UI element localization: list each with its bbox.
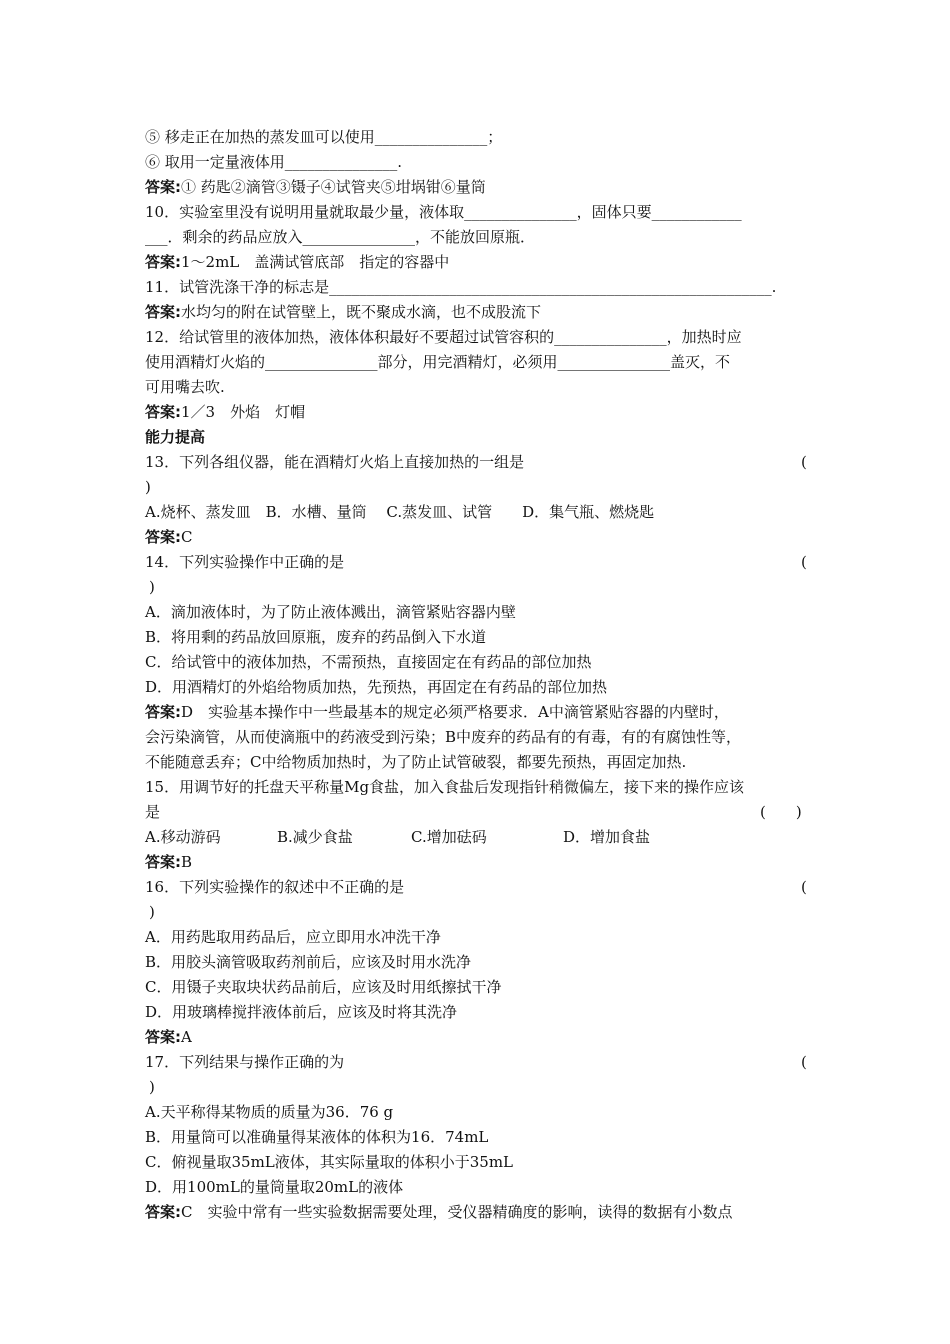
q12-answer [145, 401, 813, 423]
answer-label: 答案: [145, 403, 181, 421]
q12-line-2: 使用酒精灯火焰的_______________部分，用完酒精灯，必须用_______________盖灭，不 [145, 353, 731, 371]
q15-answer-text: B [181, 853, 193, 871]
answer-label: 答案: [145, 253, 181, 271]
q16-paren-open: ( [801, 878, 807, 896]
q14-stem: 14．下列实验操作中正确的是 [145, 553, 345, 571]
q17-option-c: C．俯视量取35mL液体，其实际量取的体积小于35mL [145, 1153, 514, 1171]
q9-answer [145, 176, 813, 198]
q17-option-b: B．用量筒可以准确量得某液体的体积为16．74mL [145, 1128, 489, 1146]
q15-option-d: D．增加食盐 [563, 828, 651, 846]
q14-answer-line-2: 会污染滴管，从而使滴瓶中的药液受到污染；B中废弃的药品有的有毒，有的有腐蚀性等， [145, 728, 742, 746]
q13-answer-text: C [181, 528, 193, 546]
q14-option-d: D．用酒精灯的外焰给物质加热，先预热，再固定在有药品的部位加热 [145, 678, 608, 696]
answer-label: 答案: [145, 303, 181, 321]
q13-answer [145, 526, 813, 548]
q10-answer-text: 1～2mL 盖满试管底部 指定的容器中 [181, 253, 450, 271]
q16-option-b: B．用胶头滴管吸取药剂前后，应该及时用水洗净 [145, 953, 472, 971]
q14-answer-line-1 [145, 701, 813, 723]
q9-item-5: ⑤ 移走正在加热的蒸发皿可以使用_______________； [145, 128, 503, 146]
q12-line-3: 可用嘴去吹. [145, 378, 225, 396]
answer-label: 答案: [145, 528, 181, 546]
answer-label: 答案: [145, 178, 181, 196]
q12-line-1: 12．给试管里的液体加热，液体体积最好不要超过试管容积的_______________，加热时应 [145, 328, 742, 346]
q10-line-1: 10．实验室里没有说明用量就取最少量，液体取_______________，固体只要____________ [145, 203, 742, 221]
q13-paren-open: ( [801, 453, 807, 471]
q15-option-b: B.减少食盐 [277, 828, 353, 846]
q17-stem: 17．下列结果与操作正确的为 [145, 1053, 345, 1071]
q10-line-2: ___．剩余的药品应放入_______________，不能放回原瓶． [145, 228, 536, 246]
q16-option-c: C．用镊子夹取块状药品前后，应该及时用纸擦拭干净 [145, 978, 502, 996]
q17-paren-open: ( [801, 1053, 807, 1071]
q15-line-1: 15．用调节好的托盘天平称量Mg食盐，加入食盐后发现指针稍微偏左，接下来的操作应该 [145, 778, 745, 796]
q12-answer-text: 1／3 外焰 灯帽 [181, 403, 306, 421]
q9-item-6: ⑥ 取用一定量液体用_______________. [145, 153, 403, 171]
q17-answer [145, 1201, 813, 1223]
q15-line-2: 是 [145, 803, 161, 821]
q17-option-a: A.天平称得某物质的质量为36．76 g [145, 1103, 394, 1121]
q14-answer-line-3: 不能随意丢弃；C中给物质加热时，为了防止试管破裂，都要先预热，再固定加热. [145, 753, 687, 771]
q15-option-a: A.移动游码 [145, 828, 221, 846]
q11-line: 11．试管洗涤干净的标志是___________________________________________________________. [145, 278, 777, 296]
q15-answer [145, 851, 813, 873]
q14-option-b: B．将用剩的药品放回原瓶，废弃的药品倒入下水道 [145, 628, 487, 646]
q16-option-d: D．用玻璃棒搅拌液体前后，应该及时将其洗净 [145, 1003, 458, 1021]
q14-option-c: C．给试管中的液体加热，不需预热，直接固定在有药品的部位加热 [145, 653, 592, 671]
q13-options: A.烧杯、蒸发皿 B．水槽、量筒 C.蒸发皿、试管 D．集气瓶、燃烧匙 [145, 503, 655, 521]
answer-label: 答案: [145, 703, 181, 721]
q11-answer [145, 301, 813, 323]
answer-label: 答案: [145, 853, 181, 871]
q10-answer [145, 251, 813, 273]
q15-paren: ( ) [760, 803, 802, 821]
q13-paren-close: ) [145, 478, 151, 496]
q16-option-a: A．用药匙取用药品后，应立即用水冲洗干净 [145, 928, 441, 946]
answer-label: 答案: [145, 1203, 181, 1221]
q14-paren-close: ) [149, 578, 155, 596]
q14-answer-text-1: D 实验基本操作中一些最基本的规定必须严格要求．A中滴管紧贴容器的内壁时， [181, 703, 729, 721]
q11-answer-text: 水均匀的附在试管壁上，既不聚成水滴，也不成股流下 [181, 303, 542, 321]
q16-answer-text: A [181, 1028, 192, 1046]
q17-answer-text: C 实验中常有一些实验数据需要处理，受仪器精确度的影响，读得的数据有小数点 [181, 1203, 733, 1221]
q14-paren-open: ( [801, 553, 807, 571]
section-title: 能力提高 [145, 428, 206, 446]
answer-label: 答案: [145, 1028, 181, 1046]
q16-answer [145, 1026, 813, 1048]
q15-option-c: C.增加砝码 [411, 828, 487, 846]
q16-paren-close: ) [149, 903, 155, 921]
q16-stem: 16．下列实验操作的叙述中不正确的是 [145, 878, 405, 896]
q17-paren-close: ) [149, 1078, 155, 1096]
q17-option-d: D．用100mL的量筒量取20mL的液体 [145, 1178, 404, 1196]
q14-option-a: A．滴加液体时，为了防止液体溅出，滴管紧贴容器内壁 [145, 603, 516, 621]
q13-stem: 13．下列各组仪器，能在酒精灯火焰上直接加热的一组是 [145, 453, 525, 471]
q9-answer-text: ① 药匙②滴管③镊子④试管夹⑤坩埚钳⑥量筒 [181, 178, 486, 196]
